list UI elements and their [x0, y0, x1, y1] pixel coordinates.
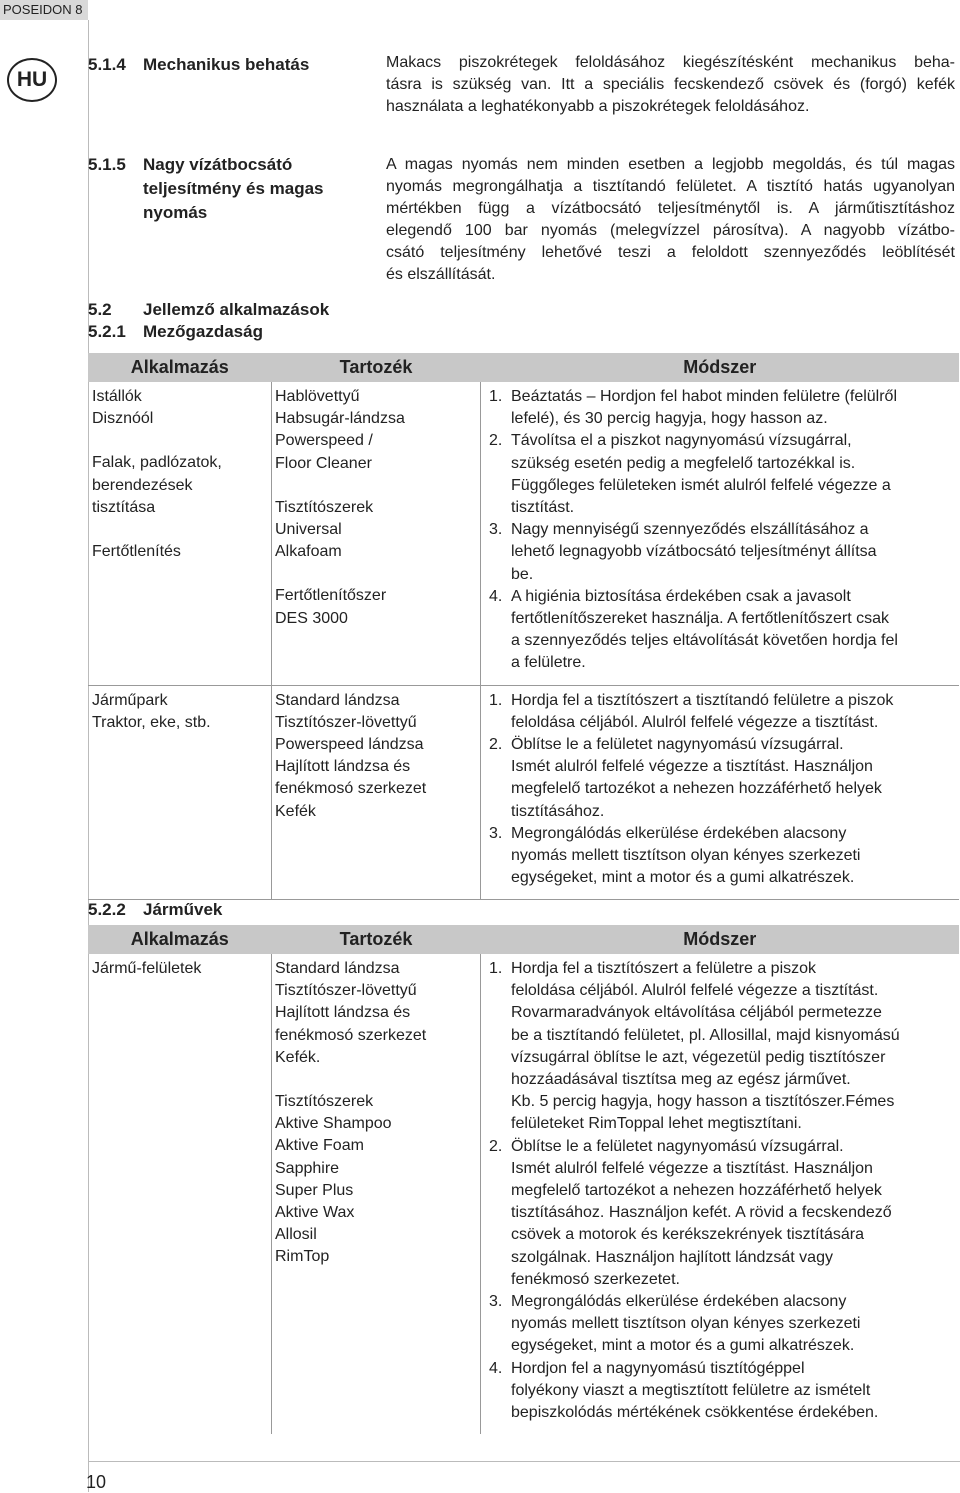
cell-line: Fertőtlenítőszer — [275, 587, 387, 605]
section-5-2-2-heading — [88, 898, 222, 922]
cell-line: fenékmosó szerkezet — [275, 1026, 427, 1044]
cell-line: RimTop — [275, 1248, 330, 1266]
table-row — [88, 382, 959, 685]
application-cell — [88, 382, 272, 685]
accessory-cell — [272, 954, 481, 1434]
section-number: 5.1.4 — [88, 55, 126, 74]
cell-line: Alkafoam — [275, 543, 342, 561]
table-header-row — [88, 925, 959, 954]
method-step: 1. Hordja fel a tisztítószert a felületre a piszok feloldása céljából. Alulról felfelé végezze a tisztítást. Rovarmaradványok eltávolítása céljából permetezze be a tisztítandó felületet, pl. Allosillal, majd kisnyomású vízsugárral öblítse le azt, végezetül pedig tisztítószer hozzáadásával tisztítsa meg az egész járművet. Kb. 5 percig hagyja, hogy hasson a tisztítószer.Fémes felületeket RimToppal lehet megtisztítani. — [489, 960, 900, 1133]
method-step: 3. Megrongálódás elkerülése érdekében alacsony nyomás mellett tisztítson olyan kényes szerkezeti egységeket, mint a motor és a gumi alkatrészek. — [489, 824, 861, 887]
section-title: nyomás — [143, 203, 208, 222]
text-line: Makacs piszokrétegek feloldásához kiegészítésként mechanikus beha- — [386, 54, 955, 71]
cell-line: Standard lándzsa — [275, 691, 400, 709]
section-title: Jellemző alkalmazások — [143, 300, 330, 319]
text-line: mértékben függ a vízátbocsátó teljesítménytől is. A járműtisztításhoz — [386, 200, 955, 217]
section-title: Nagy vízátbocsátó — [143, 155, 293, 174]
method-step: 3. Megrongálódás elkerülése érdekében alacsony nyomás mellett tisztítson olyan kényes szerkezeti egységeket, mint a motor és a gumi alkatrészek. — [489, 1293, 861, 1355]
header-application: Alkalmazás — [88, 925, 272, 954]
cell-line: Hablövettyű — [275, 388, 360, 405]
language-badge: HU — [7, 58, 57, 102]
method-cell — [481, 685, 960, 900]
cell-line: Jármű-felületek — [92, 960, 202, 977]
method-step: 3. Nagy mennyiségű szennyeződés elszállításához a lehető legnagyobb vízátbocsátó teljesítményt állítsa be. — [489, 521, 877, 583]
text-line: nyomás megrongálhatja a tisztítandó felületet. A tisztító hatás ugyanolyan — [386, 178, 955, 195]
text-line: A magas nyomás nem minden esetben a legjobb megoldás, és túl magas — [386, 156, 955, 173]
text-line: és elszállítását. — [386, 266, 496, 283]
cell-line: Aktive Shampoo — [275, 1115, 392, 1133]
section-5-1-5-text — [386, 154, 955, 286]
cell-line: Falak, padlózatok, — [92, 454, 222, 472]
cell-line: Super Plus — [275, 1181, 354, 1199]
application-cell — [88, 685, 272, 900]
product-name: POSEIDON 8 — [3, 2, 83, 17]
accessory-cell — [272, 382, 481, 685]
cell-line: Fertőtlenítés — [92, 543, 181, 561]
cell-line: Standard lándzsa — [275, 960, 400, 977]
cell-line: Universal — [275, 521, 342, 539]
method-step: 2. Öblítse le a felületet nagynyomású vízsugárral. Ismét alulról felfelé végezze a tisztítást. Használjon megfelelő tartozékot a nehezen hozzáférhető helyek tisztításához. Használjon kefét. A rövid a fecskendező csövek a motorok és kerékszekrények tisztítására szolgálnak. Használjon hajlított lándzsát vagy fenékmosó szerkezetet. — [489, 1137, 892, 1288]
method-cell — [481, 954, 960, 1434]
section-5-1-4-heading — [88, 53, 309, 77]
section-title: Mezőgazdaság — [143, 322, 263, 341]
cell-line: Tisztítószerek — [275, 1093, 374, 1111]
cell-line: DES 3000 — [275, 609, 348, 627]
cell-line: Aktive Wax — [275, 1204, 355, 1222]
cell-line: Sapphire — [275, 1159, 340, 1177]
header-application: Alkalmazás — [88, 353, 272, 382]
accessory-cell — [272, 685, 481, 900]
cell-line: berendezések — [92, 476, 193, 494]
page-number: 10 — [86, 1472, 107, 1492]
cell-line: Hajlított lándzsa és — [275, 1004, 411, 1022]
section-number: 5.2.1 — [88, 322, 126, 341]
cell-line: Powerspeed / — [275, 432, 373, 450]
method-step: 2. Öblítse le a felületet nagynyomású vízsugárral. Ismét alulról felfelé végezze a tisztítást. Használjon megfelelő tartozékot a nehezen hozzáférhető helyek tisztításához. — [489, 736, 882, 820]
cell-line: Powerspeed lándzsa — [275, 736, 424, 754]
section-5-2-heading — [88, 298, 329, 322]
header-method: Módszer — [481, 353, 960, 382]
cell-line: Disznóól — [92, 410, 154, 428]
section-title: Mechanikus behatás — [143, 55, 310, 74]
header-accessory: Tartozék — [272, 353, 481, 382]
cell-line: Tisztítószer-lövettyű — [275, 713, 417, 731]
section-number: 5.2.2 — [88, 900, 126, 919]
table-row — [88, 954, 959, 1434]
agriculture-table — [88, 353, 959, 900]
cell-line: Aktive Foam — [275, 1137, 364, 1155]
cell-line: Floor Cleaner — [275, 454, 372, 472]
cell-line: Traktor, eke, stb. — [92, 713, 211, 731]
method-step: 1. Beáztatás – Hordjon fel habot minden felületre (felülről lefelé), és 30 percig hagyja, hogy hasson az. — [489, 388, 897, 428]
cell-line: Tisztítószer-lövettyű — [275, 982, 417, 1000]
application-cell — [88, 954, 272, 1434]
header-accessory: Tartozék — [272, 925, 481, 954]
cell-line: fenékmosó szerkezet — [275, 780, 427, 798]
text-line: tásra is szükség van. Itt a speciális fecskendező csövek és (forgó) kefék — [386, 76, 955, 93]
method-step: 1. Hordja fel a tisztítószert a tisztítandó felületre a piszok feloldása céljából. Alulról felfelé végezze a tisztítást. — [489, 691, 894, 731]
section-number: 5.2 — [88, 300, 112, 319]
cell-line: Istállók — [92, 388, 142, 405]
cell-line: Járműpark — [92, 691, 168, 709]
method-step: 2. Távolítsa el a piszkot nagynyomású vízsugárral, szükség esetén pedig a megfelelő tartozékkal is. Függőleges felületeken ismét alulról felfelé végezze a tisztítást. — [489, 432, 891, 517]
section-5-1-5-heading — [88, 153, 323, 225]
text-line: elegendő 100 bar nyomás (melegvízzel párosítva). A nagyobb vízátbo- — [386, 222, 955, 239]
cell-line: Hajlított lándzsa és — [275, 758, 411, 776]
cell-line: Tisztítószerek — [275, 498, 374, 516]
cell-line: Kefék — [275, 802, 316, 820]
header-method: Módszer — [481, 925, 960, 954]
method-step: 4. A higiénia biztosítása érdekében csak a javasolt fertőtlenítőszereket használja. A fertőtlenítőszert csak a szennyeződés teljes eltávolítását követően hordja fel a felületre. — [489, 587, 898, 672]
cell-line: Kefék. — [275, 1048, 321, 1066]
section-number: 5.1.5 — [88, 155, 126, 174]
table-row — [88, 685, 959, 900]
footer-rule — [88, 1461, 960, 1462]
text-line: csátó teljesítmény lehetővé teszi a feloldott szennyeződés leöblítését — [386, 244, 955, 261]
section-title: teljesítmény és magas — [143, 179, 324, 198]
section-5-2-1-heading — [88, 320, 263, 344]
table-header-row — [88, 353, 959, 382]
cell-line: tisztítása — [92, 498, 156, 516]
cell-line: Habsugár-lándzsa — [275, 410, 405, 428]
text-line: használata a leghatékonyabb a piszokrétegek feloldásához. — [386, 98, 810, 115]
vehicles-table — [88, 925, 959, 1434]
section-title: Járművek — [143, 900, 223, 919]
method-step: 4. Hordjon fel a nagynyomású tisztítógéppel folyékony viaszt a megtisztított felületre az ismételt bepiszkolódás mértékének csökkentése érdekében. — [489, 1359, 879, 1422]
method-cell — [481, 382, 960, 685]
section-5-1-4-text — [386, 52, 955, 118]
cell-line: Allosil — [275, 1226, 317, 1244]
